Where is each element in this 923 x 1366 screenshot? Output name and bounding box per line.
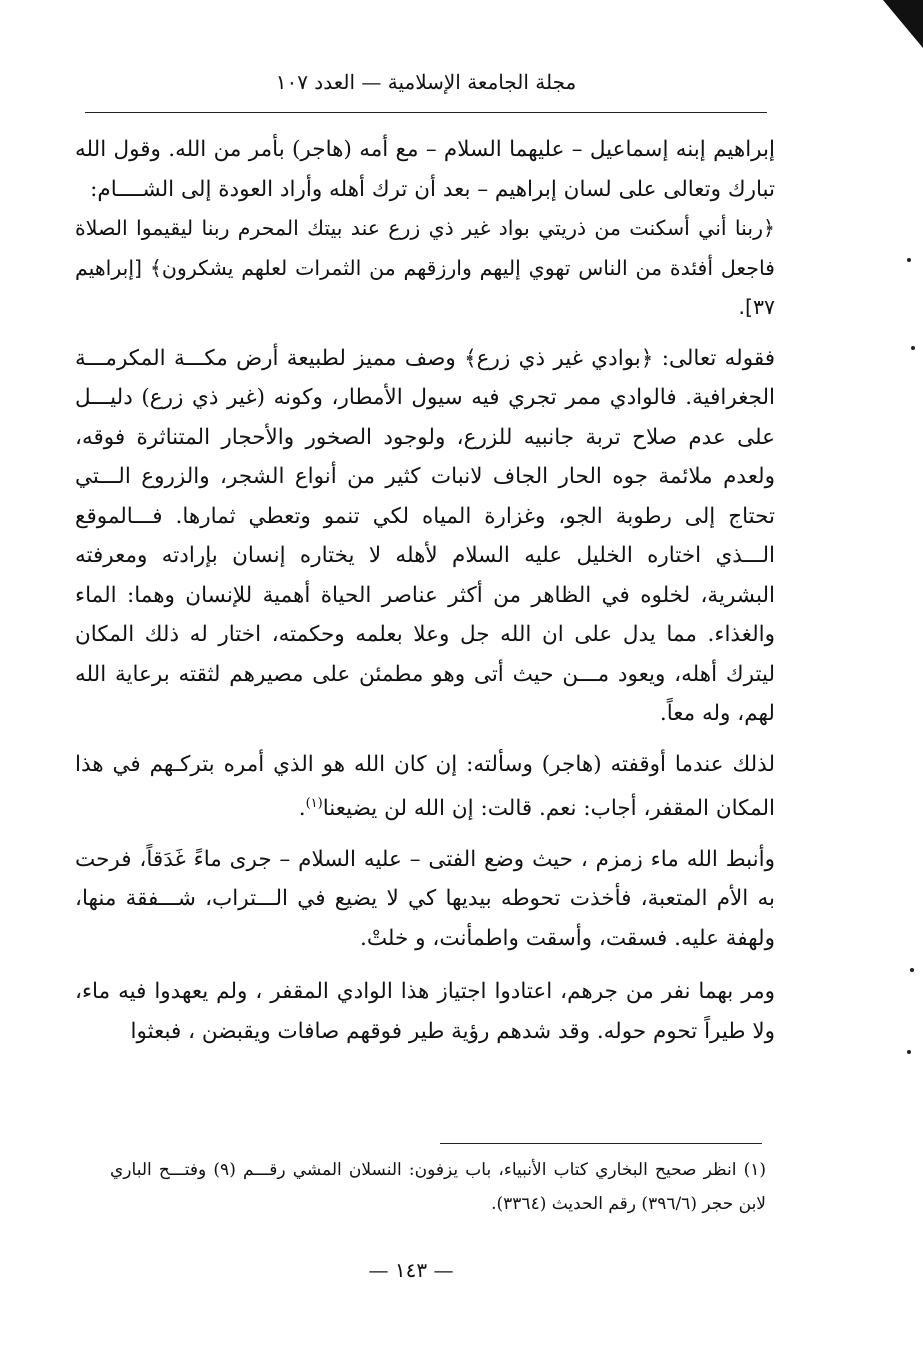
quran-quote: ﴿ربنا أني أسكنت من ذريتي بواد غير ذي زرع عند بيتك المحرم ربنا ليقيموا الصلاة فاجعل أفئدة من الناس تهوي إليهم وارزقهم من الثمرات لعلهم يشكرون﴾ [إبراهيم ٣٧].: [75, 216, 775, 319]
paragraph-3-end: .: [298, 796, 306, 822]
footnote-ref[interactable]: (١): [305, 796, 323, 811]
main-text: [75, 130, 775, 1051]
scan-speck: [907, 258, 911, 262]
paragraph-5: ومر بهما نفر من جرهم، اعتادوا اجتياز هذا الوادي المقفر ، ولم يعهدوا فيه ماء، ولا طيراً تحوم حوله. وقد شدهم رؤية طير فوقهم صافات ويقبضن ، فبعثوا: [75, 979, 775, 1044]
paragraph-1: إبراهيم إبنه إسماعيل – عليهما السلام – مع أمه (هاجر) بأمر من الله. وقول الله تبارك وتعالى على لسان إبراهيم – بعد أن ترك أهله وأراد العودة إلى الشــــام:: [75, 137, 775, 202]
footnote: (١) انظر صحيح البخاري كتاب الأنبياء، باب يزفون: النسلان المشي رقـــم (٩) وفتـــح الباري لابن حجر (٣٩٦/٦) رقم الحديث (٣٣٦٤).: [110, 1160, 766, 1214]
scan-speck: [910, 968, 914, 972]
scan-speck: [911, 346, 915, 350]
scan-corner-mark: [883, 0, 923, 48]
scan-speck: [907, 1050, 911, 1054]
footnote-rule: [440, 1143, 762, 1144]
paragraph-3-text: لذلك عندما أوقفته (هاجر) وسألته: إن كان الله هو الذي أمره بتركـهم في هذا المكان المقفر، أجاب: نعم. قالت: إن الله لن يضيعنا: [75, 751, 775, 822]
header-rule: [85, 112, 767, 113]
running-header: مجلة الجامعة الإسلامية — العدد ١٠٧: [275, 70, 577, 94]
paragraph-2: فقوله تعالى: ﴿بوادي غير ذي زرع﴾ وصف مميز لطبيعة أرض مكـــة المكرمـــة الجغرافية. فالوادي ممر تجري فيه سيول الأمطار، وكونه (غير ذي زرع) دليـــل على عدم صلاح تربة جانبيه للزرع، ولوجود الصخور والأحجار المتناثرة فوقه، ولعدم ملائمة جوه الحار الجاف لانبات كثير من أنواع الشجر، والزروع الـــتي تحتاج إلى رطوبة الجو، وغزارة المياه لكي تنمو وتعطي ثمارها. فـــالموقع الـــذي اختاره الخليل عليه السلام لأهله لا يختاره إنسان بإرادته ومعرفته البشرية، لخلوه في الظاهر من أكثر عناصر الحياة أهمية للإنسان وهما: الماء والغذاء. مما يدل على ان الله جل وعلا بعلمه وحكمته، اختار له ذلك المكان ليترك أهله، ويعود مـــن حيث أتى وهو مطمئن على مصيرهم لثقته برعاية الله لهم، وله معاً.: [75, 345, 775, 726]
paragraph-4: وأنبط الله ماء زمزم ، حيث وضع الفتى – عليه السلام – جرى ماءً غَدَقاً، فرحت به الأم المتعبة، فأخذت تحوطه بيديها كي لا يضيع في الـــتراب، شـــفقة منها، ولهفة عليه. فسقت، وأسقت واطمأنت، و خلتْ.: [75, 846, 775, 951]
page-number: — ١٤٣ —: [368, 1258, 454, 1282]
paragraph-3: [75, 745, 775, 829]
